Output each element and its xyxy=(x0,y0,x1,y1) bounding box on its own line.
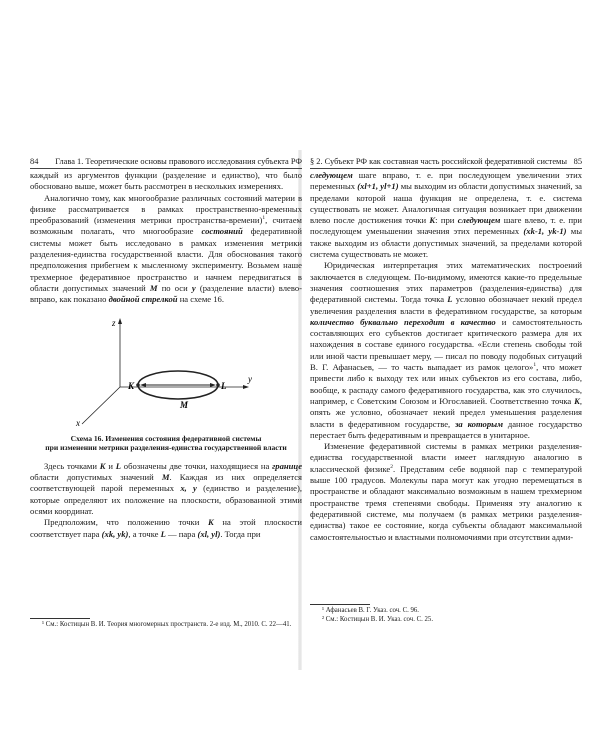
axis-x-label: x xyxy=(76,417,80,428)
right-section-title: § 2. Субъект РФ как составная часть российской федеративной системы xyxy=(310,157,567,166)
left-footnotes xyxy=(30,618,302,630)
region-M-label: M xyxy=(180,399,189,410)
caption-line-2: при изменении метрики разделения-единства государственной власти xyxy=(45,443,287,453)
left-body xyxy=(30,170,302,540)
right-page xyxy=(310,157,583,636)
scheme-16-caption xyxy=(30,434,302,453)
axis-z-label: z xyxy=(112,317,116,328)
y-axis-arrow xyxy=(243,385,249,389)
double-arrow-right-head xyxy=(210,383,216,387)
left-page xyxy=(30,157,303,636)
right-footnote-1: ¹ Афанасьев В. Г. Указ. соч. С. 96. xyxy=(322,607,419,614)
right-running-head xyxy=(310,156,582,169)
left-paragraph-4: Предположим, что положению точки K на этой плоскости соответствует пара (xk, yk), а точке L — пара (xl, yl). Тогда при xyxy=(30,517,302,539)
right-footnotes xyxy=(310,604,582,624)
left-paragraph-2: Аналогично тому, как многообразие различных состояний материи в физике рассматривается в рамках пространственно-временных преобразований (изменения метрики пространства-времени)$^1$, считаем возможным полагать, что многообразие состояний федеративной системы может быть исследовано в рамках изменения метрики разделения-единства государственной власти. Для обоснования такого предположения прибегнем к мысленному эксперименту. Возьмем наше трехмерное федеративное пространство и начнем передвигаться в области допустимых значений M по оси y (разделение власти) влево-вправо, как показано двойной стрелкой на схеме 16. xyxy=(30,192,302,305)
right-body xyxy=(310,170,582,543)
axis-y-label: y xyxy=(248,373,252,384)
left-chapter-title: Глава 1. Теоретические основы правового исследования субъекта РФ xyxy=(55,157,302,166)
x-axis-line xyxy=(82,387,120,424)
left-paragraph-3: Здесь точками K и L обозначены две точки, находящиеся на границе области допустимых значений M. Каждая из них определяется соответствующей парой переменных x, y (единство и разделение), которые определяют их положение на плоскости, образованной этими осями координат. xyxy=(30,460,303,516)
caption-line-1: Схема 16. Изменения состояния федеративной системы xyxy=(70,433,262,443)
left-paragraph-1: каждый из аргументов функции (разделение и единство), что было обосновано выше, может быть рассмотрен в нескольких измерениях. xyxy=(30,170,302,192)
left-footnote-rule xyxy=(30,618,90,619)
left-page-number: 84 xyxy=(30,157,39,166)
right-footnote-2: ² См.: Костицын В. И. Указ. соч. С. 25. xyxy=(322,615,434,623)
right-paragraph-2: Юридическая интерпретация этих математических построений заключается в следующем. По-видимому, имеются какие-то предельные значения соотношения этих параметров (разделения-единства) для федеративной системы. Тогда точка L условно обозначает некий предел увеличения разделения власти в федеративном государстве, за которым количество буквально переходит в качество и самостоятельность составляющих его субъектов достигает критического размера для их нахождения в составе единого государства. «Если степень свободы той или иной части превышает меру, — писал по поводу подобных ситуаций В. Г. Афанасьев, — то часть выпадает из рамок целого»$^1$, что может привести либо к выходу тех или иных субъектов из его состава, либо, вообще, к распаду самого федеративного государства, как это случилось, например, с Советским Союзом и Югославией. Соответственно точка K, опять же условно, обозначает некий предел уменьшения разделения власти в федеративном государстве, за которым данное государство перестает быть федеративным и превращается в унитарное. xyxy=(310,260,583,440)
right-paragraph-1: следующем шаге вправо, т. е. при последующем увеличении этих переменных (xl+1, yl+1) мы выходим из области допустимых значений, за пределами которой наша функция не определена, т. е. система существовать не может. Аналогичная ситуация возникает при движении влево после достижения точки K: при следующем шаге влево, т. е. при последующем уменьшении значения этих переменных (xk-1, yk-1) мы также выходим из области допустимых значений, за пределами которой система существовать не может. xyxy=(310,170,583,260)
point-K-dot xyxy=(136,383,140,387)
point-L-dot xyxy=(216,383,220,387)
z-axis-arrow xyxy=(118,318,122,324)
scheme-16-figure xyxy=(30,312,302,432)
right-page-number: 85 xyxy=(573,157,582,166)
left-running-head xyxy=(30,156,302,169)
right-paragraph-3: Изменение федеративной системы в рамках метрики разделения-единства государственной власти имеет наглядную аналогию в классической физике$^2$. Представим себе водяной пар с температурой выше 100 градусов. Молекулы пара могут как угодно перемещаться в пространстве и обладают максимально возможным в нашем трехмерном пространстве тремя степенями свободы. Применяя эту аналогию к федеративной системе, мы получаем (в рамках метрики разделения-единства) такое ее состояние, когда субъекты обладают максимальной самостоятельностью и властными полномочиями при отсутствии адми- xyxy=(310,441,582,542)
scheme-16-diagram xyxy=(70,312,270,432)
left-footnote-1: ¹ См.: Костицын В. И. Теория многомерных пространств. 2-е изд. М., 2010. С. 22—41. xyxy=(42,621,292,628)
point-K-label: K xyxy=(128,380,135,391)
right-footnote-rule xyxy=(310,604,370,605)
double-arrow-left-head xyxy=(140,383,146,387)
point-L-label: L xyxy=(221,380,227,391)
